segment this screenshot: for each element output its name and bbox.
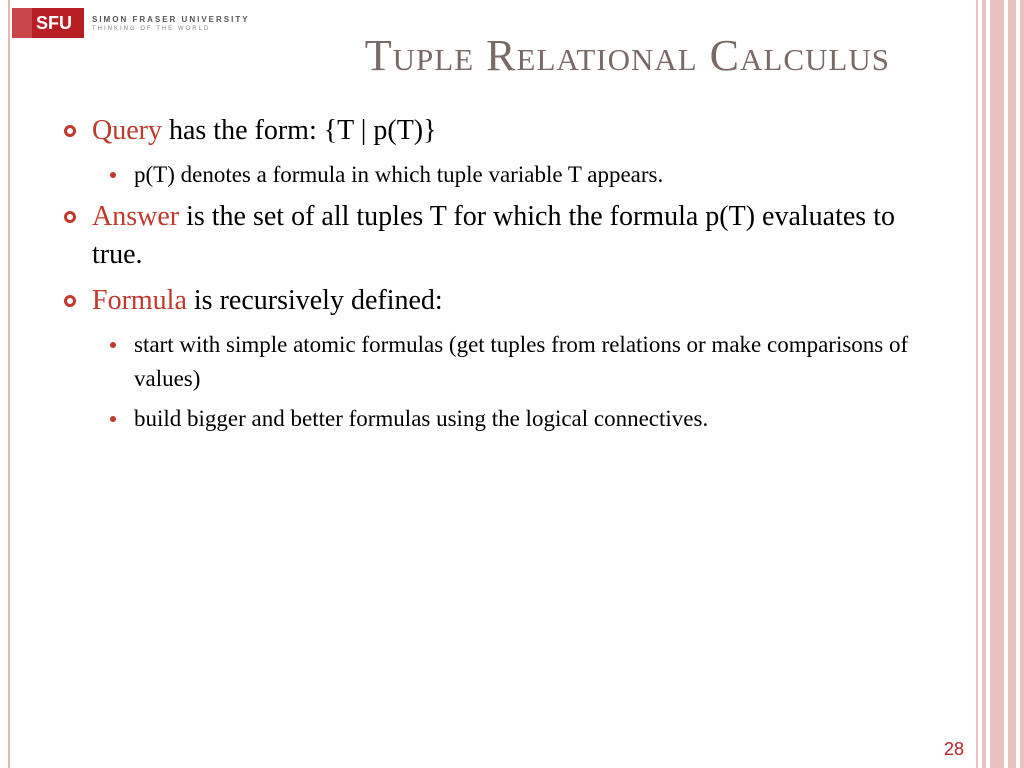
sub-bullet-item [62, 328, 922, 396]
sub-bullet-text: build bigger and better formulas using the logical connectives. [134, 406, 709, 431]
stripe [1008, 0, 1016, 768]
sub-bullet-item [62, 158, 922, 192]
bullet-text: has the form: {T | p(T)} [161, 115, 437, 146]
bullet-text: is recursively defined: [186, 285, 443, 316]
left-border-line [8, 0, 10, 768]
logo-university-name: SIMON FRASER UNIVERSITY [92, 14, 250, 24]
dot-bullet-icon [110, 416, 116, 422]
sub-bullet-text: start with simple atomic formulas (get tuples from relations or make comparisons of values) [134, 332, 909, 391]
bullet-keyword: Formula [92, 285, 187, 316]
ring-bullet-icon [64, 125, 76, 137]
stripe [976, 0, 978, 768]
ring-bullet-icon [64, 295, 76, 307]
logo-emblem-icon [12, 8, 32, 38]
sfu-logo [12, 8, 250, 38]
bullet-item [62, 282, 922, 320]
bullet-item [62, 198, 922, 274]
right-decorative-stripes [976, 0, 1024, 768]
sub-bullet-item [62, 402, 922, 436]
slide-title: Tuple Relational Calculus [364, 31, 890, 80]
stripe [982, 0, 986, 768]
bullet-text: is the set of all tuples T for which the formula p(T) evaluates to true. [92, 201, 895, 270]
bullet-item [62, 112, 922, 150]
slide-content [62, 112, 922, 442]
logo-text [92, 15, 250, 32]
logo-mark [12, 8, 84, 38]
logo-mark-text: SFU [36, 12, 72, 33]
dot-bullet-icon [110, 342, 116, 348]
stripe [990, 0, 1004, 768]
ring-bullet-icon [64, 211, 76, 223]
sub-bullet-text: p(T) denotes a formula in which tuple variable T appears. [134, 162, 664, 187]
page-number: 28 [943, 739, 964, 759]
stripe [1020, 0, 1024, 768]
dot-bullet-icon [110, 172, 116, 178]
logo-tagline: THINKING OF THE WORLD [92, 25, 211, 32]
bullet-keyword: Answer [92, 201, 180, 232]
bullet-keyword: Query [92, 115, 162, 146]
